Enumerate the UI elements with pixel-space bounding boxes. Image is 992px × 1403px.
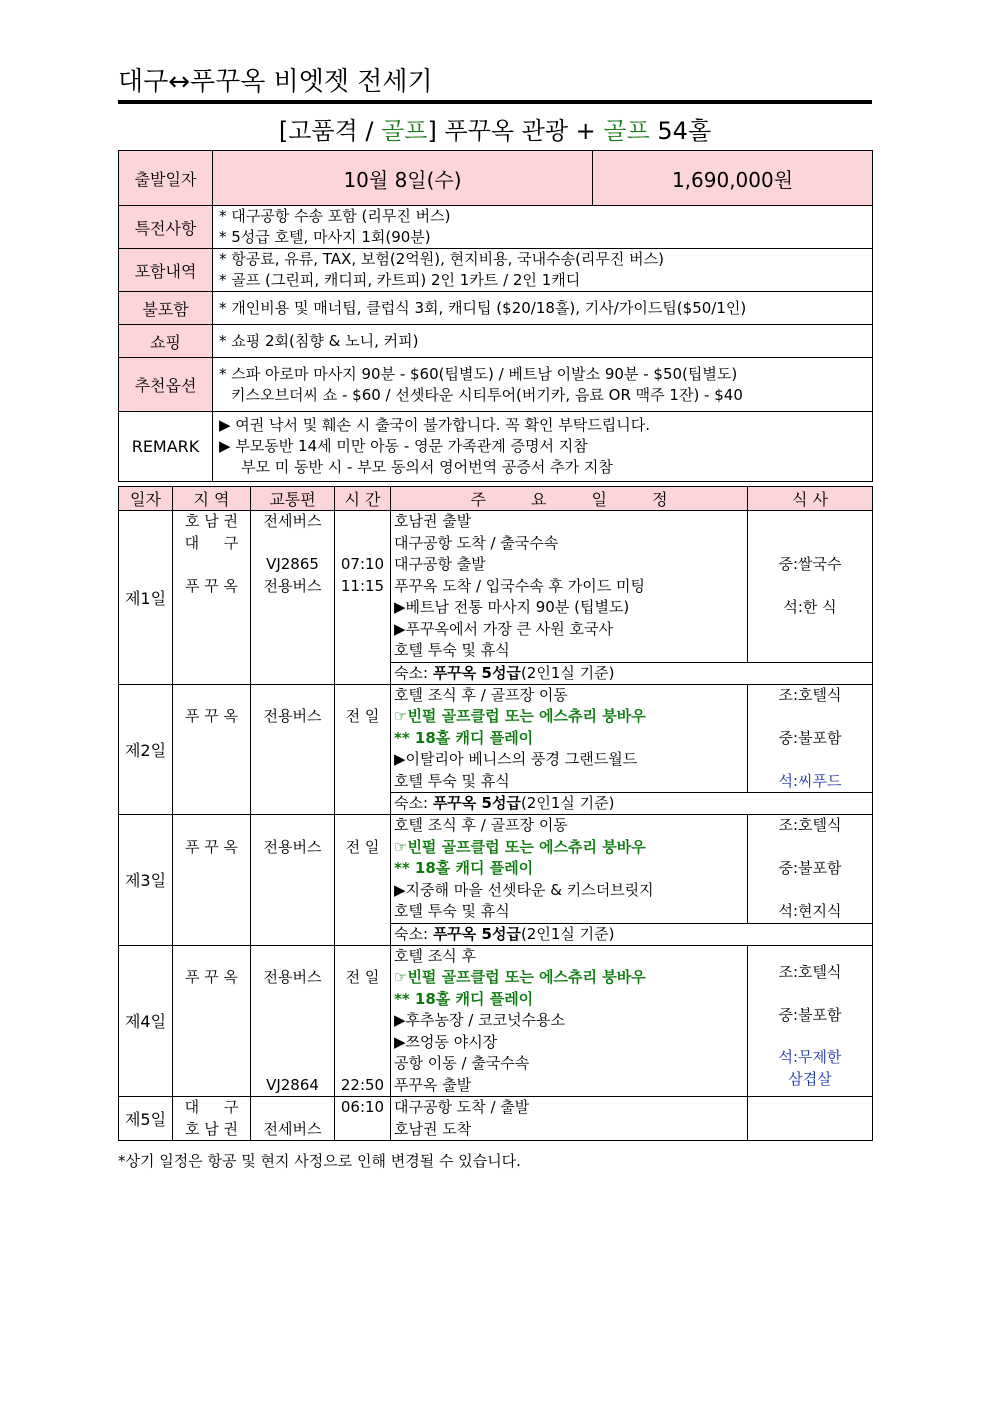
stay-info [391,662,873,684]
day5-time [335,1097,391,1141]
stay-label: 숙소: [394,924,433,943]
day1-label: 제1일 [119,511,173,685]
day4-meals [748,945,873,1097]
stay-label: 숙소: [394,794,433,812]
product-subtitle [118,116,872,146]
itinerary-item: 호텔 투숙 및 휴식 [394,771,510,790]
day3-time [335,815,391,946]
day2-label: 제2일 [119,684,173,815]
excluded-label: 불포함 [119,292,213,325]
region-line: 푸 꾸 옥 [184,837,238,856]
meal-line: 조:호텔식 [778,816,842,834]
golf-course-item: ☞빈펄 골프클럽 또는 에스츄리 붕바우 [394,837,646,856]
itinerary-item: 푸꾸옥 출발 [394,1075,472,1094]
itinerary-item: ▶후추농장 / 코코넛수용소 [394,1011,566,1029]
remark-line: 부모 미 동반 시 - 부모 동의서 영어번역 공증서 추가 지참 [241,458,613,476]
day1-region [173,511,251,685]
itinerary-item: 대구공항 도착 / 출발 [394,1098,530,1116]
excluded-row [119,292,873,325]
day5-label: 제5일 [119,1097,173,1141]
time-line [335,1010,390,1032]
subtitle-golf: 골프 [603,117,650,145]
price: 1,690,000원 [593,151,873,206]
itinerary-item: ▶지중해 마을 선셋타운 & 키스더브릿지 [394,880,654,899]
transport-line: 전용버스 [263,837,322,856]
day4-region [173,945,251,1097]
time-line [335,946,390,968]
included-line: * 항공료, 유류, TAX, 보험(2억원), 현지비용, 국내수송(리무진 버스) [219,250,664,268]
header-day: 일자 [119,487,173,511]
golf-course-item: ☞빈펄 골프클럽 또는 에스츄리 붕바우 [394,707,646,725]
day4-itinerary [391,945,748,1097]
day4-time [335,945,391,1097]
benefit-line: * 대구공항 수송 포함 (리무진 버스) [219,207,451,225]
meal-line: 석:씨푸드 [778,771,842,790]
options-content [213,358,873,412]
meal-line: 조:호텔식 [778,685,842,704]
transport-line [251,1032,334,1054]
option-line: * 스파 아로마 마사지 90분 - $60(팁별도) / 베트남 이발소 90분 - $50(팁별도) [219,364,738,383]
stay-label: 숙소: [394,663,433,682]
day3-label: 제3일 [119,815,173,946]
region-line: 푸 꾸 옥 [184,576,238,595]
transport-line [251,815,334,837]
transport-line: 전용버스 [263,576,322,595]
meal-line [748,749,872,771]
remark-line: ▶ 부모동반 14세 미만 아동 - 영문 가족관계 증명서 지참 [219,437,588,455]
day5-meals [748,1097,873,1141]
time-line: 06:10 [340,1098,385,1116]
region-line: 대 구 [184,533,239,552]
itinerary-item: ▶이탈리아 베니스의 풍경 그랜드월드 [394,750,638,768]
region-line: 푸 꾸 옥 [184,968,238,986]
itinerary-item: 호텔 조식 후 / 골프장 이동 [394,685,568,704]
included-line: * 골프 (그린피, 캐디피, 카트피) 2인 1카트 / 2인 1캐디 [219,271,581,289]
meal-line: 중:쌀국수 [778,555,842,573]
meal-line: 중:불포함 [778,1006,842,1025]
itinerary-item: 호텔 투숙 및 휴식 [394,902,510,920]
options-row [119,358,873,412]
itinerary-item: 호텔 투숙 및 휴식 [394,641,510,659]
shopping-content [213,325,873,358]
day2-meals [748,684,873,793]
footnote: *상기 일정은 항공 및 현지 사정으로 인해 변경될 수 있습니다. [118,1152,521,1170]
day2-time [335,684,391,815]
itinerary-item: 푸꾸옥 도착 / 입국수속 후 가이드 미팅 [394,576,646,595]
itinerary-item: 대구공항 도착 / 출국수속 [394,533,559,552]
option-line: 키스오브더씨 쇼 - $60 / 선셋타운 시티투어(버기카, 음료 OR 맥주 1잔) - $40 [231,385,743,404]
header-time: 시 간 [335,487,391,511]
transport-line: 전용버스 [263,707,322,725]
itinerary-item: ▶베트남 전통 마사지 90분 (팁별도) [394,598,630,616]
itinerary-item: ▶푸꾸옥에서 가장 큰 사원 호국사 [394,619,613,638]
transport-line [251,989,334,1011]
schedule-header-row [119,487,873,511]
stay-note: (2인1실 기준) [520,924,615,943]
benefits-label: 특전사항 [119,206,213,249]
header-region: 지 역 [173,487,251,511]
remark-row [119,412,873,482]
departure-label: 출발일자 [119,151,213,206]
region-line [173,946,250,968]
transport-line [251,1053,334,1075]
itinerary-item: 대구공항 출발 [394,555,486,573]
stay-note: (2인1실 기준) [520,794,615,812]
shopping-row [119,325,873,358]
remark-content [213,412,873,482]
page-title: 대구↔푸꾸옥 비엣젯 전세기 [118,66,872,104]
day2-itinerary [391,684,748,793]
transport-line [251,1097,334,1119]
meal-line: 조:호텔식 [778,963,842,982]
day3-row [119,815,873,924]
golf-play-item: ** 18홀 캐디 플레이 [394,728,534,747]
shopping-label: 쇼핑 [119,325,213,358]
info-table [118,150,873,482]
region-line: 호 남 권 [184,1119,238,1138]
day2-transport [251,684,335,815]
flight-number: VJ2865 [266,555,319,573]
day5-region [173,1097,251,1141]
stay-info [391,923,873,945]
day5-row [119,1097,873,1141]
golf-play-item: ** 18홀 캐디 플레이 [394,989,534,1008]
golf-play-item: ** 18홀 캐디 플레이 [394,859,534,877]
departure-row [119,151,873,206]
day1-meals [748,511,873,663]
transport-line [251,1010,334,1032]
itinerary-item: 호텔 조식 후 / 골프장 이동 [394,816,568,834]
transport-line [251,685,334,707]
day5-transport [251,1097,335,1141]
time-line: 전 일 [345,707,380,725]
benefits-content [213,206,873,249]
departure-date: 10월 8일(수) [213,151,593,206]
transport-line: 전세버스 [263,512,322,530]
itinerary-item: 호남권 도착 [394,1119,472,1138]
benefits-row [119,206,873,249]
header-meals: 식 사 [748,487,873,511]
flight-number: VJ2864 [266,1075,319,1094]
day1-row [119,511,873,663]
time-line [335,533,390,555]
included-row [119,249,873,292]
day4-label: 제4일 [119,945,173,1097]
included-content [213,249,873,292]
time-line: 07:10 [340,555,385,573]
subtitle-part: ] 푸꾸옥 관광 + [427,117,604,145]
day3-itinerary [391,815,748,924]
day4-transport [251,945,335,1097]
time-line: 전 일 [345,968,380,986]
time-line [335,1119,390,1141]
header-transport: 교통편 [251,487,335,511]
day5-itinerary [391,1097,748,1141]
itinerary-item: 호텔 조식 후 [394,946,476,965]
meal-line: 석:무제한 [778,1048,842,1067]
options-label: 추천옵션 [119,358,213,412]
day1-itinerary [391,511,748,663]
transport-line [251,946,334,968]
schedule-table [118,486,873,1141]
transport-line [251,533,334,555]
meal-line [748,706,872,728]
transport-line: 전용버스 [263,968,322,986]
benefit-line: * 5성급 호텔, 마사지 1회(90분) [219,228,431,246]
time-line: 11:15 [340,576,385,595]
flight-time: 22:50 [340,1075,385,1094]
stay-name: 푸꾸옥 5성급 [432,663,521,682]
meal-line: 석:현지식 [778,902,842,920]
included-label: 포함내역 [119,249,213,292]
day2-region [173,684,251,815]
day3-meals [748,815,873,924]
meal-line [748,576,872,598]
meal-line: 삼겹살 [788,1069,832,1088]
stay-name: 푸꾸옥 5성급 [432,924,521,943]
stay-name: 푸꾸옥 5성급 [432,794,521,812]
subtitle-part: [고품격 / [278,117,382,145]
meal-line: 중:불포함 [778,728,842,747]
itinerary-item: 공항 이동 / 출국수속 [394,1054,530,1072]
meal-line: 석:한 식 [783,598,837,616]
meal-line [748,837,872,859]
itinerary-item: ▶쯔엉동 야시장 [394,1032,498,1051]
time-line [335,815,390,837]
itinerary-item: 호남권 출발 [394,512,472,530]
day1-transport [251,511,335,685]
meal-line: 중:불포함 [778,859,842,877]
remark-line: ▶ 여권 낙서 및 훼손 시 출국이 불가합니다. 꼭 확인 부탁드립니다. [219,416,651,434]
time-line [335,511,390,533]
header-itinerary: 주 요 일 정 [391,487,748,511]
day1-time [335,511,391,685]
time-line [335,1053,390,1075]
excluded-line: * 개인비용 및 매너팁, 클럽식 3회, 캐디팁 ($20/18홀), 기사/가이드팁($50/1인) [219,298,747,317]
shopping-line: * 쇼핑 2회(침향 & 노니, 커피) [219,331,419,350]
subtitle-golf: 골프 [381,117,428,145]
day3-transport [251,815,335,946]
time-line [335,989,390,1011]
stay-info [391,793,873,815]
day4-row [119,945,873,1097]
region-line: 호 남 권 [184,512,238,530]
time-line [335,1032,390,1054]
meal-line [748,511,872,533]
region-line: 대 구 [184,1098,239,1116]
day2-row [119,684,873,793]
meal-line [748,533,872,555]
region-line [173,685,250,707]
transport-line: 전세버스 [263,1119,322,1138]
region-line [173,815,250,837]
time-line: 전 일 [345,837,380,856]
meal-line [748,880,872,902]
region-line: 푸 꾸 옥 [184,707,238,725]
golf-course-item: ☞빈펄 골프클럽 또는 에스츄리 붕바우 [394,968,646,986]
excluded-content [213,292,873,325]
stay-note: (2인1실 기준) [520,663,615,682]
subtitle-part: 54홀 [649,117,712,145]
day3-region [173,815,251,946]
time-line [335,685,390,707]
region-line [173,554,250,576]
remark-label: REMARK [119,412,213,482]
